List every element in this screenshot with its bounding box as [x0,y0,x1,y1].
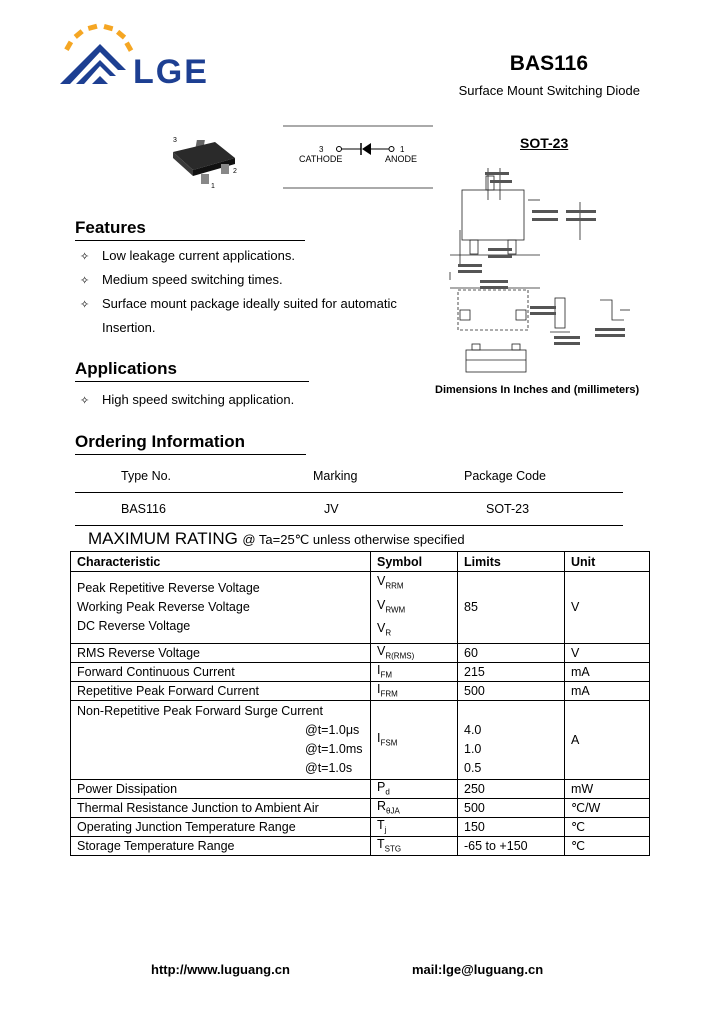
table-row [75,460,623,493]
diamond-bullet-icon: ✧ [80,395,90,407]
pkg-pin2-label: 2 [233,168,237,175]
ordering-heading: Ordering Information [75,432,306,455]
diode-symbol-box [283,125,433,189]
pkg-pin3-label: 3 [173,137,177,144]
unit-cell: mA [565,681,650,700]
package-title: SOT-23 [520,135,569,151]
symbol-cell: $T_j$ [371,817,458,836]
unit-cell: V [565,572,650,644]
table-row [71,662,650,681]
mountain-icon [60,44,126,84]
unit-cell: ℃/W [565,798,650,817]
ordering-cell-marking: JV [312,493,464,526]
symbol-cell: $V_{RRM}$ $V_{RWM}$ $V_R$ [371,572,458,644]
symbol-cell: $I_{FM}$ [371,662,458,681]
limit-cell: -65 to +150 [458,836,565,855]
anode-label: ANODE [385,154,418,164]
brand-name: LGE [133,53,209,91]
features-heading: Features [75,218,305,241]
feature-item-continued: Insertion. [102,320,156,335]
characteristic-cell: Non-Repetitive Peak Forward Surge Current @t=1.0μs @t=1.0ms @t=1.0s [71,700,371,779]
footer-email-link[interactable]: mail:lge@luguang.cn [412,962,544,977]
max-rating-table [70,551,650,856]
applications-heading: Applications [75,359,309,382]
symbol-cell: $R_{\theta JA}$ [371,798,458,817]
pin1-label: 1 [400,145,405,154]
ordering-header-type: Type No. [75,460,312,493]
limit-cell: 215 [458,662,565,681]
col-symbol: Symbol [371,552,458,572]
part-number: BAS116 [509,52,588,75]
feature-item: ✧ Medium speed switching times. [80,272,283,287]
unit-cell: V [565,643,650,662]
characteristic-cell: Peak Repetitive Reverse Voltage Working Peak Reverse Voltage DC Reverse Voltage [71,572,371,644]
cathode-label: CATHODE [299,154,343,164]
characteristic-cell: RMS Reverse Voltage [71,643,371,662]
table-row [71,779,650,798]
symbol-cell: $I_{FRM}$ [371,681,458,700]
table-row [75,493,623,526]
max-rating-heading [88,529,465,549]
table-header-row [71,552,650,572]
table-row [71,700,650,779]
limit-cell: 4.0 1.0 0.5 [458,700,565,779]
feature-item: ✧ Surface mount package ideally suited for automatic [80,296,397,311]
symbol-cell: $V_{R(RMS)}$ [371,643,458,662]
dimension-caption: Dimensions In Inches and (millimeters) [435,384,640,396]
part-subtitle: Surface Mount Switching Diode [458,83,640,98]
max-rating-condition: @ Ta=25℃ unless otherwise specified [242,532,465,547]
dimension-drawing [430,160,650,380]
limit-cell: 150 [458,817,565,836]
table-row [71,836,650,855]
unit-cell: mA [565,662,650,681]
col-limits: Limits [458,552,565,572]
pin3-label: 3 [319,145,324,154]
limit-cell: 500 [458,798,565,817]
pkg-pin1-label: 1 [211,183,215,190]
diamond-bullet-icon: ✧ [80,299,90,311]
diamond-bullet-icon: ✧ [80,251,90,263]
ordering-table [75,460,623,526]
symbol-cell: $P_d$ [371,779,458,798]
sot23-package-icon [165,128,245,190]
col-unit: Unit [565,552,650,572]
characteristic-cell: Forward Continuous Current [71,662,371,681]
limit-cell: 60 [458,643,565,662]
diode-symbol-icon [283,127,433,187]
table-row [71,817,650,836]
application-item: ✧ High speed switching application. [80,392,295,407]
characteristic-cell: Repetitive Peak Forward Current [71,681,371,700]
symbol-cell: $I_{FSM}$ [371,700,458,779]
ordering-header-marking: Marking [312,460,464,493]
limit-cell: 250 [458,779,565,798]
characteristic-cell: Thermal Resistance Junction to Ambient Air [71,798,371,817]
symbol-cell: $T_{STG}$ [371,836,458,855]
ordering-header-package: Package Code [464,460,623,493]
footer-website-link[interactable]: http://www.luguang.cn [151,962,290,977]
table-row [71,572,650,644]
ordering-cell-package: SOT-23 [464,493,623,526]
unit-cell: mW [565,779,650,798]
table-row [71,643,650,662]
table-row [71,681,650,700]
diamond-bullet-icon: ✧ [80,275,90,287]
ordering-cell-type: BAS116 [75,493,312,526]
max-rating-title: MAXIMUM RATING [88,529,238,548]
unit-cell: ℃ [565,817,650,836]
characteristic-cell: Storage Temperature Range [71,836,371,855]
unit-cell: ℃ [565,836,650,855]
col-characteristic: Characteristic [71,552,371,572]
limit-cell: 85 [458,572,565,644]
limit-cell: 500 [458,681,565,700]
characteristic-cell: Operating Junction Temperature Range [71,817,371,836]
feature-item: ✧ Low leakage current applications. [80,248,295,263]
characteristic-cell: Power Dissipation [71,779,371,798]
table-row [71,798,650,817]
unit-cell: A [565,700,650,779]
